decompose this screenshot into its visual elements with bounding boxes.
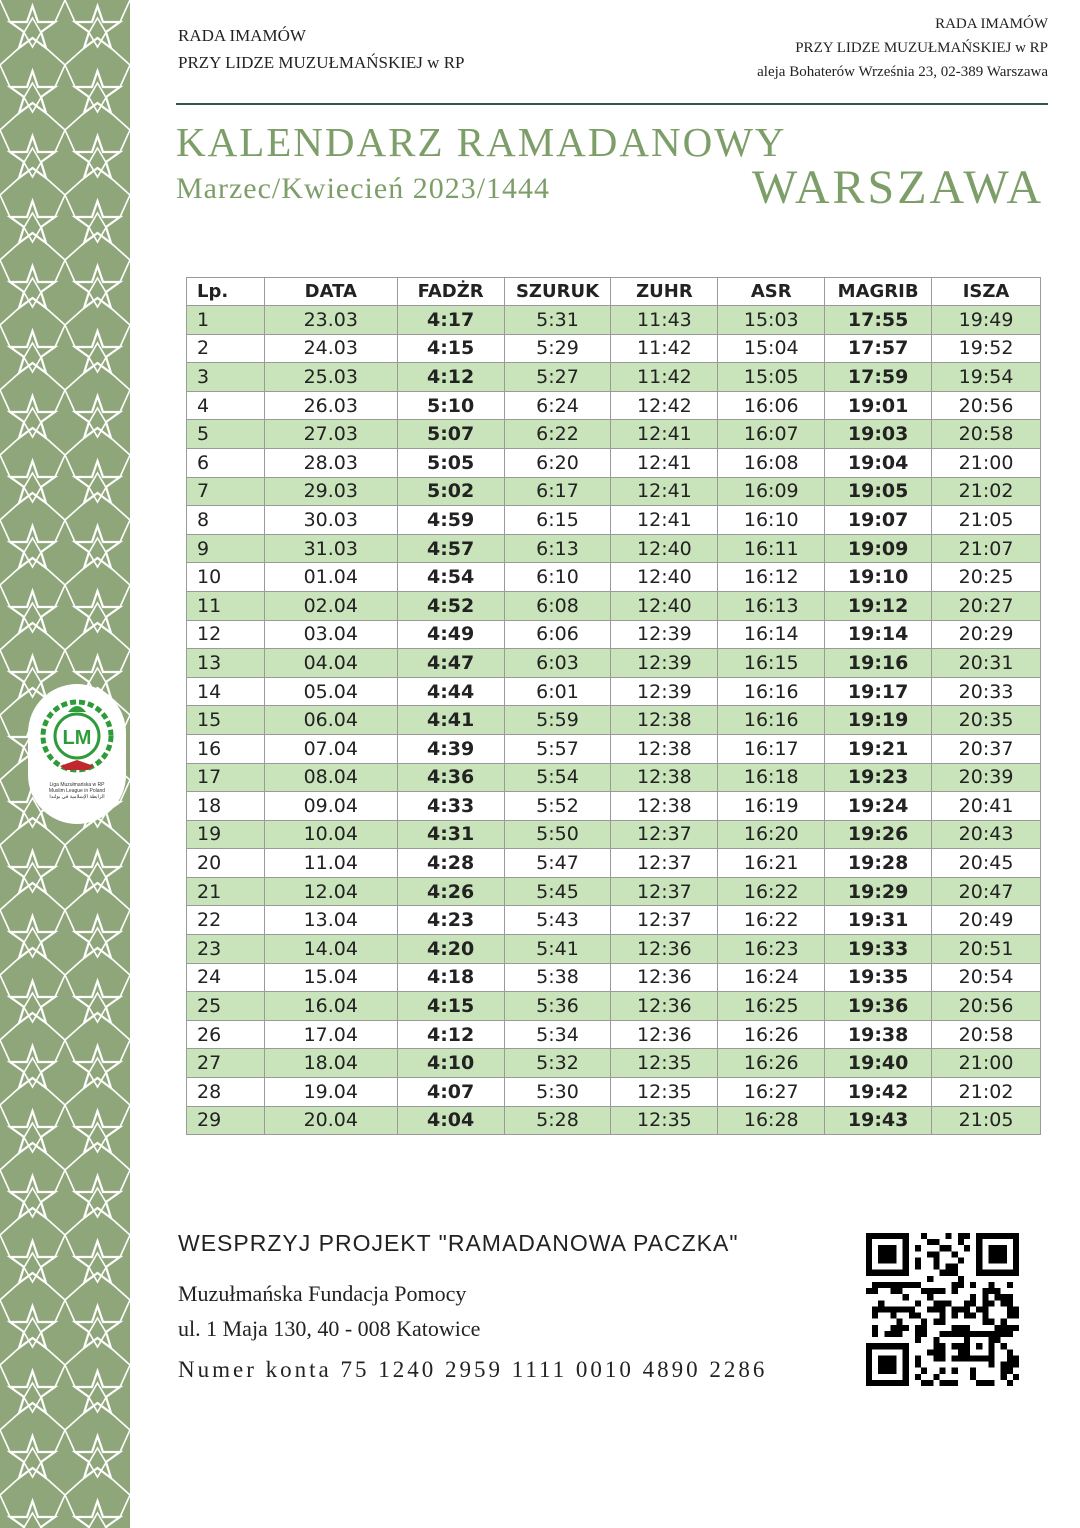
cell-szuruk: 5:30 [504, 1078, 611, 1107]
org-right-address: aleja Bohaterów Września 23, 02-389 Warszawa [757, 64, 1048, 80]
cell-asr: 16:19 [718, 792, 825, 821]
cell-fadzr: 4:28 [397, 849, 504, 878]
cell-szuruk: 6:10 [504, 563, 611, 592]
cell-date: 06.04 [264, 706, 397, 735]
cell-lp: 13 [187, 649, 265, 678]
cell-lp: 8 [187, 506, 265, 535]
cell-magrib: 19:24 [825, 792, 932, 821]
cell-szuruk: 5:54 [504, 763, 611, 792]
cell-fadzr: 4:52 [397, 591, 504, 620]
cell-asr: 16:15 [718, 649, 825, 678]
cell-isza: 20:33 [932, 677, 1041, 706]
cell-magrib: 19:43 [825, 1106, 932, 1135]
cell-asr: 16:10 [718, 506, 825, 535]
cell-fadzr: 4:49 [397, 620, 504, 649]
cell-isza: 20:39 [932, 763, 1041, 792]
cell-szuruk: 6:17 [504, 477, 611, 506]
cell-asr: 16:22 [718, 877, 825, 906]
cell-magrib: 19:17 [825, 677, 932, 706]
cell-szuruk: 5:43 [504, 906, 611, 935]
cell-date: 09.04 [264, 792, 397, 821]
cell-isza: 20:47 [932, 877, 1041, 906]
cell-lp: 29 [187, 1106, 265, 1135]
cell-date: 29.03 [264, 477, 397, 506]
cell-isza: 20:37 [932, 734, 1041, 763]
table-row [187, 391, 1041, 420]
cell-zuhr: 12:40 [611, 563, 718, 592]
cell-lp: 20 [187, 849, 265, 878]
cell-asr: 16:25 [718, 992, 825, 1021]
cell-magrib: 19:36 [825, 992, 932, 1021]
logo-caption-line2: Muslim League in Poland [48, 788, 106, 794]
cell-fadzr: 4:41 [397, 706, 504, 735]
cell-szuruk: 6:13 [504, 534, 611, 563]
cell-zuhr: 12:41 [611, 477, 718, 506]
cell-szuruk: 5:32 [504, 1049, 611, 1078]
cell-date: 28.03 [264, 448, 397, 477]
cell-asr: 16:22 [718, 906, 825, 935]
cell-asr: 16:16 [718, 677, 825, 706]
cell-asr: 16:18 [718, 763, 825, 792]
cell-lp: 28 [187, 1078, 265, 1107]
table-row [187, 534, 1041, 563]
org-left-line2: PRZY LIDZE MUZUŁMAŃSKIEJ w RP [178, 53, 465, 72]
cell-isza: 19:52 [932, 334, 1041, 363]
cell-lp: 4 [187, 391, 265, 420]
cell-date: 14.04 [264, 935, 397, 964]
cell-szuruk: 6:20 [504, 448, 611, 477]
cell-szuruk: 5:57 [504, 734, 611, 763]
cell-zuhr: 12:37 [611, 849, 718, 878]
cell-szuruk: 5:31 [504, 306, 611, 335]
cell-zuhr: 12:38 [611, 763, 718, 792]
foundation-name: Muzułmańska Fundacja Pomocy [178, 1281, 467, 1306]
cell-zuhr: 11:42 [611, 334, 718, 363]
organization-left [178, 22, 465, 76]
cell-szuruk: 6:01 [504, 677, 611, 706]
cell-isza: 20:25 [932, 563, 1041, 592]
column-header-zuhr: ZUHR [611, 278, 718, 306]
cell-fadzr: 4:39 [397, 734, 504, 763]
cell-date: 07.04 [264, 734, 397, 763]
cell-szuruk: 5:38 [504, 963, 611, 992]
cell-date: 08.04 [264, 763, 397, 792]
cell-fadzr: 4:57 [397, 534, 504, 563]
cell-zuhr: 12:37 [611, 906, 718, 935]
cell-date: 13.04 [264, 906, 397, 935]
cell-magrib: 19:14 [825, 620, 932, 649]
cell-isza: 20:35 [932, 706, 1041, 735]
cell-isza: 21:02 [932, 477, 1041, 506]
column-header-magrib: MAGRIB [825, 278, 932, 306]
cell-isza: 19:49 [932, 306, 1041, 335]
cell-fadzr: 5:05 [397, 448, 504, 477]
support-title: WESPRZYJ PROJEKT "RAMADANOWA PACZKA" [178, 1230, 739, 1256]
cell-isza: 20:49 [932, 906, 1041, 935]
qr-code-icon[interactable] [866, 1233, 1019, 1386]
cell-date: 01.04 [264, 563, 397, 592]
cell-magrib: 19:31 [825, 906, 932, 935]
cell-zuhr: 12:38 [611, 792, 718, 821]
cell-fadzr: 4:18 [397, 963, 504, 992]
cell-szuruk: 5:50 [504, 820, 611, 849]
cell-magrib: 19:04 [825, 448, 932, 477]
table-row [187, 563, 1041, 592]
org-right-line2: PRZY LIDZE MUZUŁMAŃSKIEJ w RP [795, 40, 1048, 56]
cell-isza: 20:56 [932, 391, 1041, 420]
cell-fadzr: 4:04 [397, 1106, 504, 1135]
table-row [187, 649, 1041, 678]
cell-fadzr: 4:10 [397, 1049, 504, 1078]
cell-lp: 25 [187, 992, 265, 1021]
column-header-fadzr: FADŻR [397, 278, 504, 306]
cell-lp: 11 [187, 591, 265, 620]
cell-fadzr: 4:33 [397, 792, 504, 821]
logo-letters: LM [62, 727, 92, 749]
cell-fadzr: 4:12 [397, 1020, 504, 1049]
cell-date: 10.04 [264, 820, 397, 849]
cell-lp: 5 [187, 420, 265, 449]
cell-asr: 16:07 [718, 420, 825, 449]
cell-zuhr: 12:40 [611, 591, 718, 620]
cell-fadzr: 4:26 [397, 877, 504, 906]
table-row [187, 306, 1041, 335]
table-row [187, 334, 1041, 363]
table-row [187, 506, 1041, 535]
cell-lp: 1 [187, 306, 265, 335]
header-divider [176, 103, 1048, 105]
cell-asr: 16:14 [718, 620, 825, 649]
table-header-row [187, 278, 1041, 306]
cell-szuruk: 5:52 [504, 792, 611, 821]
cell-asr: 16:16 [718, 706, 825, 735]
table-row [187, 906, 1041, 935]
cell-zuhr: 12:37 [611, 877, 718, 906]
table-row [187, 620, 1041, 649]
cell-zuhr: 11:43 [611, 306, 718, 335]
table-row [187, 1106, 1041, 1135]
cell-zuhr: 12:35 [611, 1106, 718, 1135]
cell-lp: 7 [187, 477, 265, 506]
cell-fadzr: 5:10 [397, 391, 504, 420]
cell-asr: 16:21 [718, 849, 825, 878]
table-row [187, 992, 1041, 1021]
cell-fadzr: 4:59 [397, 506, 504, 535]
cell-lp: 15 [187, 706, 265, 735]
cell-magrib: 17:55 [825, 306, 932, 335]
logo-caption [28, 782, 126, 800]
cell-zuhr: 12:35 [611, 1078, 718, 1107]
cell-magrib: 19:16 [825, 649, 932, 678]
cell-magrib: 19:35 [825, 963, 932, 992]
cell-lp: 2 [187, 334, 265, 363]
liga-muzulmanska-logo [28, 684, 126, 824]
cell-lp: 18 [187, 792, 265, 821]
cell-asr: 16:12 [718, 563, 825, 592]
cell-magrib: 19:03 [825, 420, 932, 449]
cell-magrib: 19:07 [825, 506, 932, 535]
cell-date: 24.03 [264, 334, 397, 363]
cell-fadzr: 4:23 [397, 906, 504, 935]
cell-isza: 20:41 [932, 792, 1041, 821]
cell-magrib: 19:38 [825, 1020, 932, 1049]
cell-magrib: 19:26 [825, 820, 932, 849]
cell-date: 19.04 [264, 1078, 397, 1107]
cell-asr: 16:26 [718, 1020, 825, 1049]
org-left-line1: RADA IMAMÓW [178, 26, 306, 45]
logo-caption-line1: Liga Muzułmańska w RP [49, 782, 105, 788]
cell-isza: 21:02 [932, 1078, 1041, 1107]
cell-szuruk: 6:03 [504, 649, 611, 678]
cell-fadzr: 4:17 [397, 306, 504, 335]
cell-date: 04.04 [264, 649, 397, 678]
cell-fadzr: 5:07 [397, 420, 504, 449]
cell-magrib: 19:21 [825, 734, 932, 763]
cell-asr: 16:23 [718, 935, 825, 964]
table-row [187, 820, 1041, 849]
cell-date: 25.03 [264, 363, 397, 392]
cell-asr: 15:03 [718, 306, 825, 335]
cell-zuhr: 12:38 [611, 706, 718, 735]
cell-szuruk: 6:06 [504, 620, 611, 649]
cell-magrib: 19:01 [825, 391, 932, 420]
cell-asr: 16:17 [718, 734, 825, 763]
cell-lp: 16 [187, 734, 265, 763]
cell-fadzr: 4:36 [397, 763, 504, 792]
cell-fadzr: 4:12 [397, 363, 504, 392]
cell-isza: 21:05 [932, 506, 1041, 535]
cell-fadzr: 4:47 [397, 649, 504, 678]
table-row [187, 448, 1041, 477]
cell-isza: 20:56 [932, 992, 1041, 1021]
city-name: WARSZAWA [751, 161, 1044, 214]
table-row [187, 877, 1041, 906]
cell-szuruk: 5:45 [504, 877, 611, 906]
table-row [187, 849, 1041, 878]
cell-magrib: 19:09 [825, 534, 932, 563]
cell-zuhr: 12:35 [611, 1049, 718, 1078]
column-header-lp: Lp. [187, 278, 265, 306]
cell-magrib: 19:40 [825, 1049, 932, 1078]
cell-szuruk: 6:15 [504, 506, 611, 535]
cell-szuruk: 6:22 [504, 420, 611, 449]
table-row [187, 792, 1041, 821]
cell-asr: 16:20 [718, 820, 825, 849]
cell-date: 17.04 [264, 1020, 397, 1049]
cell-szuruk: 5:27 [504, 363, 611, 392]
cell-fadzr: 4:54 [397, 563, 504, 592]
cell-date: 23.03 [264, 306, 397, 335]
page-title: KALENDARZ RAMADANOWY [176, 119, 787, 165]
table-row [187, 363, 1041, 392]
cell-date: 30.03 [264, 506, 397, 535]
cell-isza: 20:43 [932, 820, 1041, 849]
cell-zuhr: 12:39 [611, 620, 718, 649]
cell-asr: 16:28 [718, 1106, 825, 1135]
cell-isza: 21:05 [932, 1106, 1041, 1135]
column-header-isza: ISZA [932, 278, 1041, 306]
table-row [187, 1020, 1041, 1049]
cell-szuruk: 6:08 [504, 591, 611, 620]
cell-zuhr: 12:39 [611, 649, 718, 678]
cell-magrib: 19:42 [825, 1078, 932, 1107]
cell-lp: 9 [187, 534, 265, 563]
cell-date: 15.04 [264, 963, 397, 992]
cell-magrib: 19:12 [825, 591, 932, 620]
cell-fadzr: 4:20 [397, 935, 504, 964]
cell-isza: 20:54 [932, 963, 1041, 992]
table-row [187, 763, 1041, 792]
cell-zuhr: 12:38 [611, 734, 718, 763]
cell-asr: 15:05 [718, 363, 825, 392]
cell-date: 05.04 [264, 677, 397, 706]
cell-zuhr: 12:41 [611, 420, 718, 449]
cell-date: 16.04 [264, 992, 397, 1021]
table-row [187, 734, 1041, 763]
cell-isza: 20:29 [932, 620, 1041, 649]
cell-asr: 15:04 [718, 334, 825, 363]
cell-asr: 16:24 [718, 963, 825, 992]
cell-magrib: 19:29 [825, 877, 932, 906]
cell-lp: 12 [187, 620, 265, 649]
cell-magrib: 19:10 [825, 563, 932, 592]
cell-zuhr: 12:37 [611, 820, 718, 849]
table-row [187, 963, 1041, 992]
cell-asr: 16:27 [718, 1078, 825, 1107]
cell-isza: 21:07 [932, 534, 1041, 563]
table-row [187, 1078, 1041, 1107]
cell-date: 26.03 [264, 391, 397, 420]
cell-lp: 27 [187, 1049, 265, 1078]
cell-magrib: 19:28 [825, 849, 932, 878]
cell-magrib: 17:59 [825, 363, 932, 392]
cell-fadzr: 4:31 [397, 820, 504, 849]
cell-isza: 20:31 [932, 649, 1041, 678]
table-row [187, 1049, 1041, 1078]
cell-lp: 24 [187, 963, 265, 992]
cell-isza: 20:51 [932, 935, 1041, 964]
table-row [187, 677, 1041, 706]
cell-lp: 22 [187, 906, 265, 935]
cell-isza: 21:00 [932, 448, 1041, 477]
cell-lp: 19 [187, 820, 265, 849]
cell-fadzr: 5:02 [397, 477, 504, 506]
cell-zuhr: 12:36 [611, 963, 718, 992]
cell-asr: 16:11 [718, 534, 825, 563]
cell-zuhr: 12:41 [611, 506, 718, 535]
cell-magrib: 17:57 [825, 334, 932, 363]
page-subtitle: Marzec/Kwiecień 2023/1444 [176, 172, 551, 205]
cell-isza: 20:45 [932, 849, 1041, 878]
column-header-asr: ASR [718, 278, 825, 306]
org-right-line1: RADA IMAMÓW [935, 16, 1048, 32]
cell-zuhr: 12:39 [611, 677, 718, 706]
column-header-data: DATA [264, 278, 397, 306]
cell-date: 27.03 [264, 420, 397, 449]
cell-fadzr: 4:44 [397, 677, 504, 706]
cell-lp: 21 [187, 877, 265, 906]
cell-date: 03.04 [264, 620, 397, 649]
cell-lp: 6 [187, 448, 265, 477]
bank-account-number: Numer konta 75 1240 2959 1111 0010 4890 2286 [178, 1357, 768, 1382]
cell-date: 11.04 [264, 849, 397, 878]
cell-date: 12.04 [264, 877, 397, 906]
cell-asr: 16:08 [718, 448, 825, 477]
cell-zuhr: 11:42 [611, 363, 718, 392]
cell-fadzr: 4:07 [397, 1078, 504, 1107]
cell-date: 31.03 [264, 534, 397, 563]
table-row [187, 420, 1041, 449]
cell-lp: 26 [187, 1020, 265, 1049]
table-row [187, 706, 1041, 735]
foundation-address: ul. 1 Maja 130, 40 - 008 Katowice [178, 1316, 481, 1341]
cell-zuhr: 12:36 [611, 1020, 718, 1049]
cell-szuruk: 6:24 [504, 391, 611, 420]
table-row [187, 477, 1041, 506]
cell-zuhr: 12:42 [611, 391, 718, 420]
table-row [187, 591, 1041, 620]
cell-zuhr: 12:40 [611, 534, 718, 563]
column-header-szuruk: SZURUK [504, 278, 611, 306]
cell-magrib: 19:05 [825, 477, 932, 506]
table-row [187, 935, 1041, 964]
cell-szuruk: 5:29 [504, 334, 611, 363]
cell-zuhr: 12:41 [611, 448, 718, 477]
cell-asr: 16:06 [718, 391, 825, 420]
cell-isza: 20:27 [932, 591, 1041, 620]
cell-szuruk: 5:59 [504, 706, 611, 735]
cell-isza: 19:54 [932, 363, 1041, 392]
cell-fadzr: 4:15 [397, 992, 504, 1021]
cell-szuruk: 5:34 [504, 1020, 611, 1049]
cell-lp: 3 [187, 363, 265, 392]
organization-right [757, 12, 1048, 84]
cell-isza: 20:58 [932, 1020, 1041, 1049]
cell-asr: 16:13 [718, 591, 825, 620]
cell-szuruk: 5:47 [504, 849, 611, 878]
prayer-times-table [186, 277, 1041, 1135]
cell-asr: 16:09 [718, 477, 825, 506]
cell-zuhr: 12:36 [611, 992, 718, 1021]
cell-lp: 14 [187, 677, 265, 706]
cell-magrib: 19:23 [825, 763, 932, 792]
lm-emblem-icon [28, 684, 126, 782]
cell-date: 02.04 [264, 591, 397, 620]
cell-date: 20.04 [264, 1106, 397, 1135]
cell-magrib: 19:19 [825, 706, 932, 735]
table-body [187, 306, 1041, 1135]
cell-fadzr: 4:15 [397, 334, 504, 363]
cell-isza: 21:00 [932, 1049, 1041, 1078]
logo-caption-line3: الرابطة الإسلامية في بولندا [49, 794, 105, 800]
cell-lp: 23 [187, 935, 265, 964]
cell-szuruk: 5:41 [504, 935, 611, 964]
cell-magrib: 19:33 [825, 935, 932, 964]
cell-zuhr: 12:36 [611, 935, 718, 964]
cell-date: 18.04 [264, 1049, 397, 1078]
cell-asr: 16:26 [718, 1049, 825, 1078]
cell-lp: 17 [187, 763, 265, 792]
cell-szuruk: 5:36 [504, 992, 611, 1021]
cell-isza: 20:58 [932, 420, 1041, 449]
cell-szuruk: 5:28 [504, 1106, 611, 1135]
cell-lp: 10 [187, 563, 265, 592]
